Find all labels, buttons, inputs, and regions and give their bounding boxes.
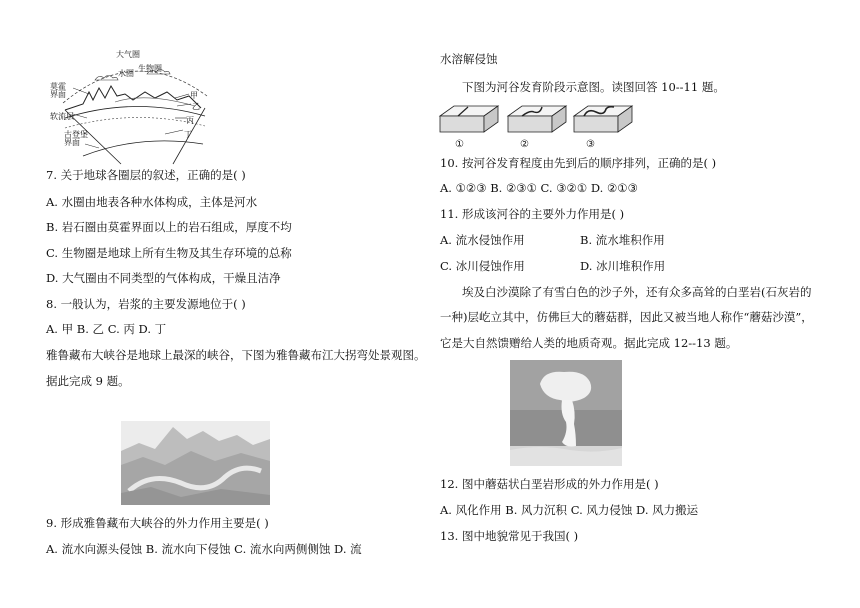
q9-option-d-continued: 水溶解侵蚀: [440, 52, 498, 66]
q7-stem: 7. 关于地球各圈层的叙述，正确的是( ): [46, 168, 246, 182]
q12-options: A. 风化作用 B. 风力沉积 C. 风力侵蚀 D. 风力搬运: [440, 503, 699, 517]
q8-stem: 8. 一般认为，岩浆的主要发源地位于( ): [46, 297, 246, 311]
q7-option-a: A. 水圈由地表各种水体构成，主体是河水: [46, 195, 258, 209]
fig-label-3: ③: [586, 139, 595, 150]
q9-options: A. 流水向源头侵蚀 B. 流水向下侵蚀 C. 流水向两侧侧蚀 D. 流: [46, 542, 362, 556]
canyon-photo: [121, 421, 270, 505]
intro-9-line-2: 据此完成 9 题。: [46, 374, 130, 388]
q11-option-d: D. 冰川堆积作用: [580, 259, 666, 273]
q11-stem: 11. 形成该河谷的主要外力作用是( ): [440, 207, 625, 221]
label-gutenberg-2: 界面: [64, 138, 80, 147]
label-atmosphere: 大气圈: [116, 50, 140, 59]
intro-12-line-2: 一种)层屹立其中，仿佛巨大的蘑菇群，因此又被当地人称作“蘑菇沙漠”，: [440, 310, 813, 324]
canyon-photo-drawing: [121, 421, 270, 505]
intro-10: 下图为河谷发育阶段示意图。读图回答 10--11 题。: [462, 80, 725, 94]
q11-option-a: A. 流水侵蚀作用: [440, 233, 525, 247]
q11-option-c: C. 冰川侵蚀作用: [440, 259, 525, 273]
label-yi: 乙: [192, 102, 200, 111]
valley-block-3: [574, 106, 632, 132]
q7-option-b: B. 岩石圈由莫霍界面以上的岩石组成，厚度不均: [46, 220, 292, 234]
river-valley-stages-figure: [438, 104, 640, 136]
label-jia: 甲: [190, 91, 198, 100]
mushroom-rock-photo: [510, 360, 622, 466]
q11-option-b: B. 流水堆积作用: [580, 233, 665, 247]
label-gutenberg-1: 古登堡: [64, 130, 88, 139]
q7-option-d: D. 大气圈由不同类型的气体构成，干燥且洁净: [46, 271, 281, 285]
label-ding: 丁: [184, 130, 192, 139]
intro-12-line-1: 埃及白沙漠除了有雪白色的沙子外，还有众多高耸的白垩岩(石灰岩的: [462, 285, 812, 299]
q8-options: A. 甲 B. 乙 C. 丙 D. 丁: [46, 322, 167, 336]
q9-stem: 9. 形成雅鲁藏布大峡谷的外力作用主要是( ): [46, 516, 269, 530]
fig-label-2: ②: [520, 139, 529, 150]
q12-stem: 12. 图中蘑菇状白垩岩形成的外力作用是( ): [440, 477, 659, 491]
q7-option-c: C. 生物圈是地球上所有生物及其生存环境的总称: [46, 246, 292, 260]
label-moho-2: 界面: [50, 90, 66, 99]
label-biosphere: 生物圈: [138, 64, 162, 73]
q13-stem: 13. 图中地貌常见于我国( ): [440, 529, 579, 543]
valley-block-1: [440, 106, 498, 132]
mushroom-rock-drawing: [510, 360, 622, 466]
intro-12-line-3: 它是大自然馈赠给人类的地质奇观。据此完成 12--13 题。: [440, 336, 738, 350]
label-asthenosphere: 软流层: [50, 112, 74, 121]
fig-label-1: ①: [455, 139, 464, 150]
label-bing: 丙: [186, 116, 194, 125]
label-moho-1: 莫霍: [50, 82, 66, 91]
valley-block-2: [508, 106, 566, 132]
q10-stem: 10. 按河谷发育程度由先到后的顺序排列，正确的是( ): [440, 156, 717, 170]
q10-options: A. ①②③ B. ②③① C. ③②① D. ②①③: [440, 181, 638, 195]
intro-9-line-1: 雅鲁藏布大峡谷是地球上最深的峡谷，下图为雅鲁藏布江大拐弯处景观图。: [46, 348, 426, 362]
label-hydrosphere: 水圈: [118, 69, 134, 78]
